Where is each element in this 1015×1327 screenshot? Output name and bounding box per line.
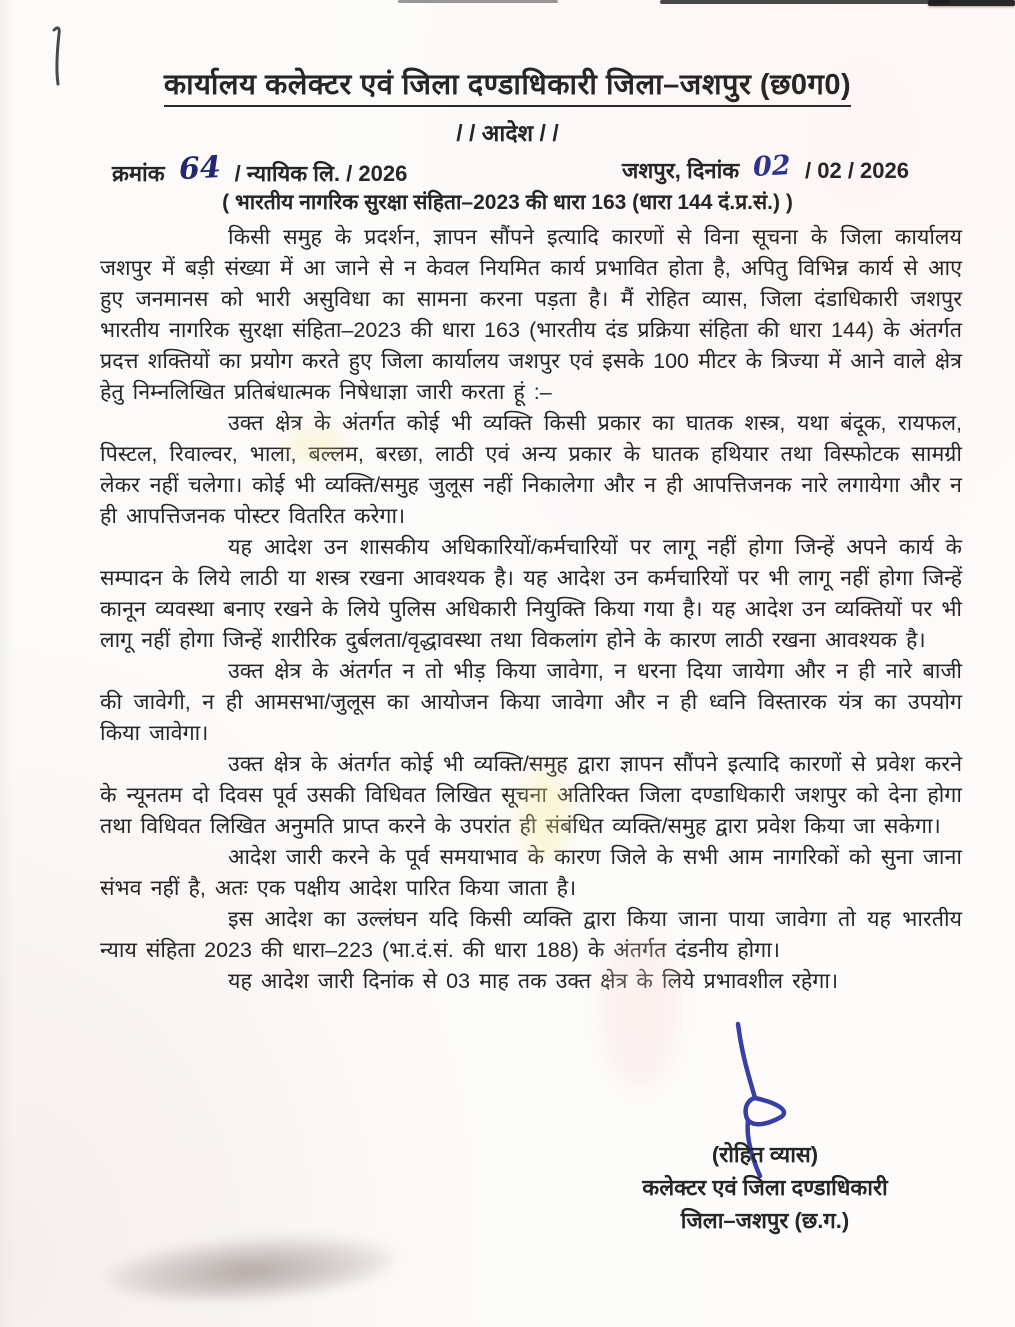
paragraph-exemptions: यह आदेश उन शासकीय अधिकारियों/कर्मचारियों पर लागू नहीं होगा जिन्हें अपने कार्य के सम्पादन के लिये लाठी या शस्त्र रखना आवश्यक है। यह आदेश उन कर्मचारियों पर भी लागू नहीं होगा जिन्हें कानून व्यवस्था बनाए रखने के लिये पुलिस अधिकारी नियुक्ति किया गया है। यह आदेश उन व्यक्तियों पर भी लागू नहीं होगा जिन्हें शारीरिक दुर्बलता/वृद्धावस्था तथा विकलांग होने के कारण लाठी रखना आवश्यक है।: [100, 535, 962, 652]
order-body: [100, 222, 962, 997]
serial-number-line: [112, 149, 408, 189]
paragraph-entry-permission: उक्त क्षेत्र के अंतर्गत कोई भी व्यक्ति/समुह द्वारा ज्ञापन सौंपने इत्यादि कारणों से प्रवेश करने के न्यूनतम दो दिवस पूर्व उसकी विधिवत लिखित सूचना अतिरिक्त जिला दण्डाधिकारी जशपुर को देना होगा तथा विधिवत लिखित अनुमति प्राप्त करने के उपरांत ही संबंधित व्यक्ति/समुह द्वारा प्रवेश किया जा सकेगा।: [100, 752, 962, 838]
date-day-handwritten: 02: [752, 150, 792, 183]
serial-label: क्रमांक: [112, 161, 165, 186]
signatory-designation: कलेक्टर एवं जिला दण्डाधिकारी: [642, 1175, 888, 1200]
paragraph-penalty: इस आदेश का उल्लंघन यदि किसी व्यक्ति द्वारा किया जाना पाया जावेगा तो यह भारतीय न्याय संहिता 2023 की धारा–223 (भा.दं.सं. की धारा 188) के अंतर्गत दंडनीय होगा।: [100, 907, 962, 962]
scan-edge-artifact: [928, 0, 1015, 6]
date-rest: / 02 / 2026: [805, 158, 909, 183]
act-reference-line: ( भारतीय नागरिक सुरक्षा संहिता–2023 की धारा 163 (धारा 144 दं.प्र.सं.) ): [222, 191, 793, 214]
serial-suffix: / न्यायिक लि. / 2026: [234, 161, 408, 186]
place-date-line: [622, 150, 909, 185]
serial-number-handwritten: 64: [177, 149, 222, 188]
office-title-text: कार्यालय कलेक्टर एवं जिला दण्डाधिकारी जिला–जशपुर (छ0ग0): [164, 69, 851, 107]
signature-block: [600, 1138, 930, 1237]
scan-edge-artifact: [660, 0, 950, 4]
scan-edge-artifact: [398, 0, 558, 3]
scan-smudge-artifact: [103, 1228, 396, 1308]
paragraph-weapons-prohibition: उक्त क्षेत्र के अंतर्गत कोई भी व्यक्ति किसी प्रकार का घातक शस्त्र, यथा बंदूक, रायफल, पिस्टल, रिवाल्वर, भाला, बल्लम, बरछा, लाठी एवं अन्य प्रकार के घातक हथियार तथा विस्फोटक सामग्री लेकर नहीं चलेगा। कोई भी व्यक्ति/समुह जुलूस नहीं निकालेगा और न ही आपत्तिजनक नारे लगायेगा और न ही आपत्तिजनक पोस्टर वितरित करेगा।: [100, 411, 962, 528]
order-heading: / / आदेश / /: [456, 120, 559, 146]
signatory-name: (रोहित व्यास): [711, 1142, 819, 1167]
place-date-label: जशपुर, दिनांक: [622, 158, 740, 183]
office-title: [0, 64, 1015, 103]
signatory-district: जिला–जशपुर (छ.ग.): [680, 1208, 850, 1233]
paragraph-ex-parte: आदेश जारी करने के पूर्व समयाभाव के कारण जिले के सभी आम नागरिकों को सुना जाना संभव नहीं है, अतः एक पक्षीय आदेश पारित किया जाता है।: [100, 845, 962, 900]
paragraph-assembly-prohibition: उक्त क्षेत्र के अंतर्गत न तो भीड़ किया जावेगा, न धरना दिया जायेगा और न ही नारे बाजी की जावेगी, न ही आमसभा/जुलूस का आयोजन किया जावेगा और न ही ध्वनि विस्तारक यंत्र का उपयोग किया जावेगा।: [100, 659, 962, 745]
reference-row: [112, 148, 965, 188]
paragraph-validity: यह आदेश जारी दिनांक से 03 माह तक उक्त क्षेत्र के लिये प्रभावशील रहेगा।: [228, 969, 839, 993]
paragraph-preamble: किसी समुह के प्रदर्शन, ज्ञापन सौंपने इत्यादि कारणों से विना सूचना के जिला कार्यालय जशपुर में बड़ी संख्या में आ जाने से न केवल नियमित कार्य प्रभावित होता है, अपितु विभिन्न कार्य से आए हुए जनमानस को भारी असुविधा का सामना करना पड़ता है। मैं रोहित व्यास, जिला दंडाधिकारी जशपुर भारतीय नागरिक सुरक्षा संहिता–2023 की धारा 163 (भारतीय दंड प्रक्रिया संहिता की धारा 144) के अंतर्गत प्रदत्त शक्तियों का प्रयोग करते हुए जिला कार्यालय जशपुर एवं इसके 100 मीटर के त्रिज्या में आने वाले क्षेत्र हेतु निम्नलिखित प्रतिबंधात्मक निषेधाज्ञा जारी करता हूं :–: [100, 225, 962, 404]
